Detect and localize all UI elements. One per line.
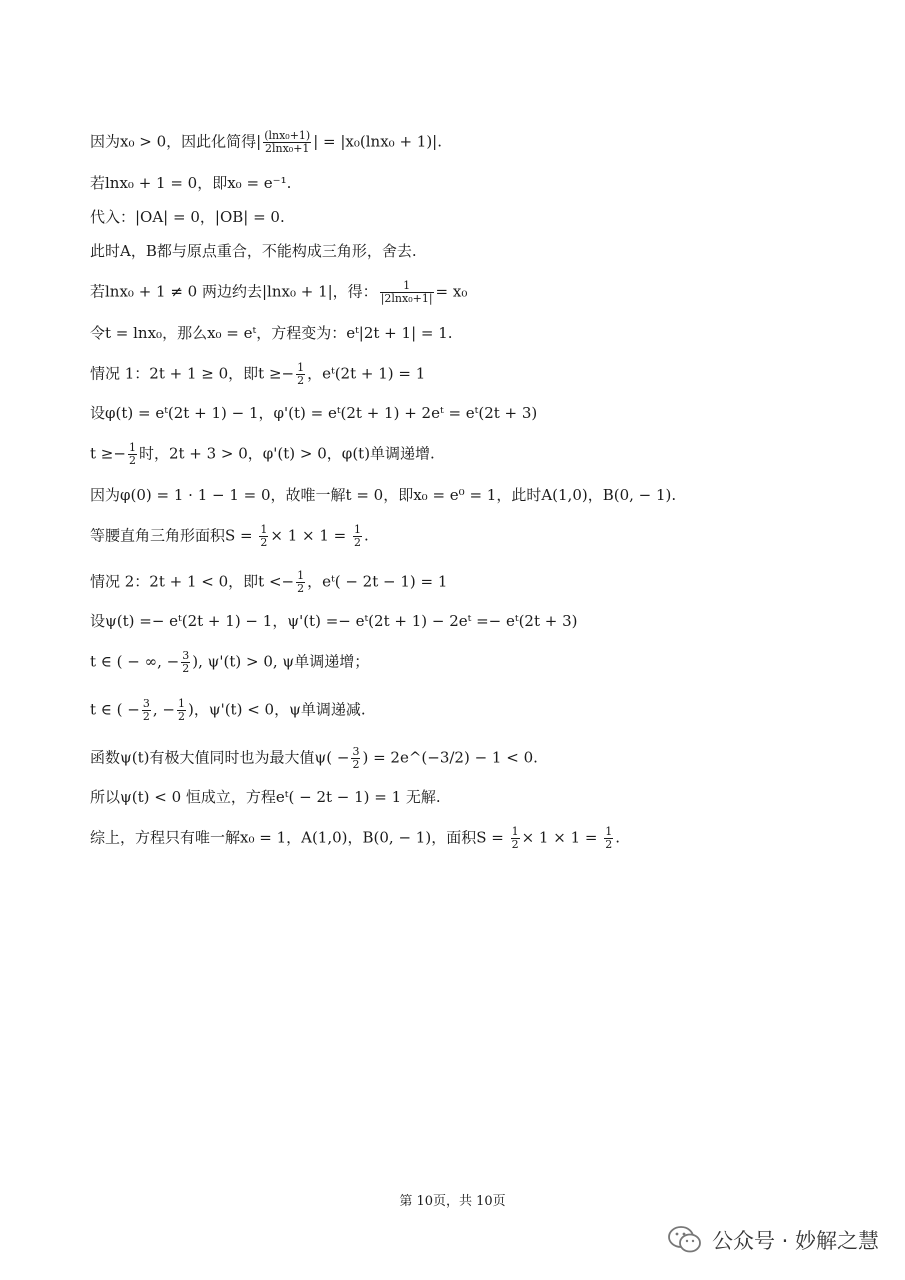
line-text: 设ψ(t) =− eᵗ(2t + 1) − 1，ψ'(t) =− eᵗ(2t + 1) − 2eᵗ =− eᵗ(2t + 3) — [90, 612, 578, 630]
fraction-numerator: 1 — [297, 361, 305, 374]
fraction — [263, 130, 311, 155]
fraction-denominator: 2 — [297, 582, 305, 595]
fraction — [128, 442, 137, 467]
fraction-denominator: 2 — [605, 838, 613, 851]
fraction — [380, 280, 434, 305]
fraction-denominator: |2lnx₀+1| — [380, 292, 433, 305]
fraction-numerator: 1 — [380, 280, 434, 293]
line-text: ), ψ'(t) > 0, ψ单调递增； — [192, 652, 370, 671]
fraction-denominator: 2 — [511, 838, 519, 851]
fraction-numerator: 3 — [352, 745, 360, 758]
solution-line-16 — [90, 746, 538, 771]
solution-line-1 — [90, 130, 442, 155]
line-text: 设φ(t) = eᵗ(2t + 1) − 1，φ'(t) = eᵗ(2t + 1) + 2eᵗ = eᵗ(2t + 3) — [90, 404, 538, 422]
fraction — [511, 826, 520, 851]
solution-line-13 — [90, 610, 578, 632]
fraction — [296, 570, 305, 595]
line-text: 因为φ(0) = 1 · 1 − 1 = 0，故唯一解t = 0，即x₀ = e⁰ = 1，此时A(1,0)，B(0, − 1). — [90, 486, 677, 504]
watermark-text: 公众号 · 妙解之慧 — [711, 1229, 879, 1253]
solution-line-7 — [90, 362, 425, 387]
line-text: . — [364, 526, 369, 545]
solution-line-14 — [90, 650, 369, 675]
line-text: t ≥− — [90, 444, 126, 463]
line-text: 令t = lnx₀，那么x₀ = eᵗ，方程变为：eᵗ|2t + 1| = 1. — [90, 324, 453, 342]
fraction-numerator: 1 — [128, 441, 136, 454]
line-text: 此时A，B都与原点重合，不能构成三角形，舍去. — [90, 242, 417, 260]
solution-line-12 — [90, 570, 447, 595]
line-text: = x₀ — [435, 282, 468, 301]
line-text: 代入：|OA| = 0，|OB| = 0. — [90, 208, 285, 226]
line-text: 函数ψ(t)有极大值同时也为最大值ψ( − — [90, 748, 350, 767]
line-text: , − — [152, 700, 175, 719]
fraction-numerator: 1 — [511, 825, 519, 838]
solution-line-5 — [90, 280, 467, 305]
fraction-denominator: 2lnx₀+1 — [264, 142, 310, 155]
page-footer: 第 10页，共 10页 — [399, 1194, 506, 1209]
watermark — [668, 1224, 879, 1256]
fraction — [142, 698, 151, 723]
fraction — [259, 524, 268, 549]
fraction-numerator: 1 — [354, 523, 362, 536]
line-text: ，eᵗ(2t + 1) = 1 — [307, 364, 426, 383]
solution-line-6 — [90, 322, 453, 344]
fraction — [353, 524, 362, 549]
fraction-denominator: 2 — [128, 454, 136, 467]
line-text: 所以ψ(t) < 0 恒成立，方程eᵗ( − 2t − 1) = 1 无解. — [90, 788, 441, 806]
line-text: 等腰直角三角形面积S = — [90, 526, 258, 545]
solution-line-2 — [90, 172, 291, 194]
fraction-numerator: 1 — [605, 825, 613, 838]
line-text: 因为 — [90, 132, 121, 151]
solution-line-17 — [90, 786, 441, 808]
fraction-denominator: 2 — [142, 710, 150, 723]
line-text: t ∈ ( − ∞, − — [90, 652, 180, 671]
line-text: 时，2t + 3 > 0，φ'(t) > 0，φ(t)单调递增. — [138, 444, 435, 463]
line-text: ，eᵗ( − 2t − 1) = 1 — [307, 572, 448, 591]
solution-line-18 — [90, 826, 620, 851]
fraction-numerator: 1 — [260, 523, 268, 536]
line-text: )，ψ'(t) < 0，ψ单调递减. — [187, 700, 366, 719]
solution-line-9 — [90, 442, 435, 467]
fraction — [296, 362, 305, 387]
fraction-denominator: 2 — [297, 374, 305, 387]
wechat-icon — [668, 1225, 702, 1255]
fraction-numerator: 1 — [177, 697, 185, 710]
line-text: ) = 2e^(−3/2) − 1 < 0. — [362, 748, 538, 767]
solution-line-3 — [90, 206, 285, 228]
solution-line-10 — [90, 484, 676, 506]
fraction-numerator: 1 — [297, 569, 305, 582]
line-text: . — [615, 828, 621, 847]
fraction-numerator: 3 — [182, 649, 190, 662]
line-text: × 1 × 1 = — [270, 526, 352, 545]
fraction — [604, 826, 613, 851]
line-text: x₀ > 0，因此化简得| — [120, 132, 262, 151]
fraction-numerator: 3 — [142, 697, 150, 710]
fraction-denominator: 2 — [354, 536, 362, 549]
fraction — [177, 698, 186, 723]
solution-line-11 — [90, 524, 369, 549]
fraction-denominator: 2 — [352, 758, 360, 771]
fraction-denominator: 2 — [260, 536, 268, 549]
fraction — [181, 650, 190, 675]
fraction-numerator: (lnx₀+1) — [264, 129, 311, 142]
line-text: 情况 1：2t + 1 ≥ 0，即t ≥− — [90, 364, 295, 383]
line-text: 若lnx₀ + 1 ≠ 0 两边约去|lnx₀ + 1|，得： — [90, 282, 378, 301]
solution-line-8 — [90, 402, 537, 424]
line-text: | = |x₀(lnx₀ + 1)|. — [313, 132, 443, 151]
line-text: 若lnx₀ + 1 = 0，即x₀ = e⁻¹. — [90, 174, 292, 192]
line-text: t ∈ ( − — [90, 700, 140, 719]
fraction-denominator: 2 — [182, 662, 190, 675]
line-text: × 1 × 1 = — [521, 828, 603, 847]
line-text: 综上，方程只有唯一解x₀ = 1，A(1,0)，B(0, − 1)，面积S = — [90, 828, 509, 847]
solution-line-15 — [90, 698, 366, 723]
line-text: 情况 2：2t + 1 < 0，即t <− — [90, 572, 295, 591]
fraction-denominator: 2 — [177, 710, 185, 723]
fraction — [351, 746, 360, 771]
solution-line-4 — [90, 240, 417, 262]
